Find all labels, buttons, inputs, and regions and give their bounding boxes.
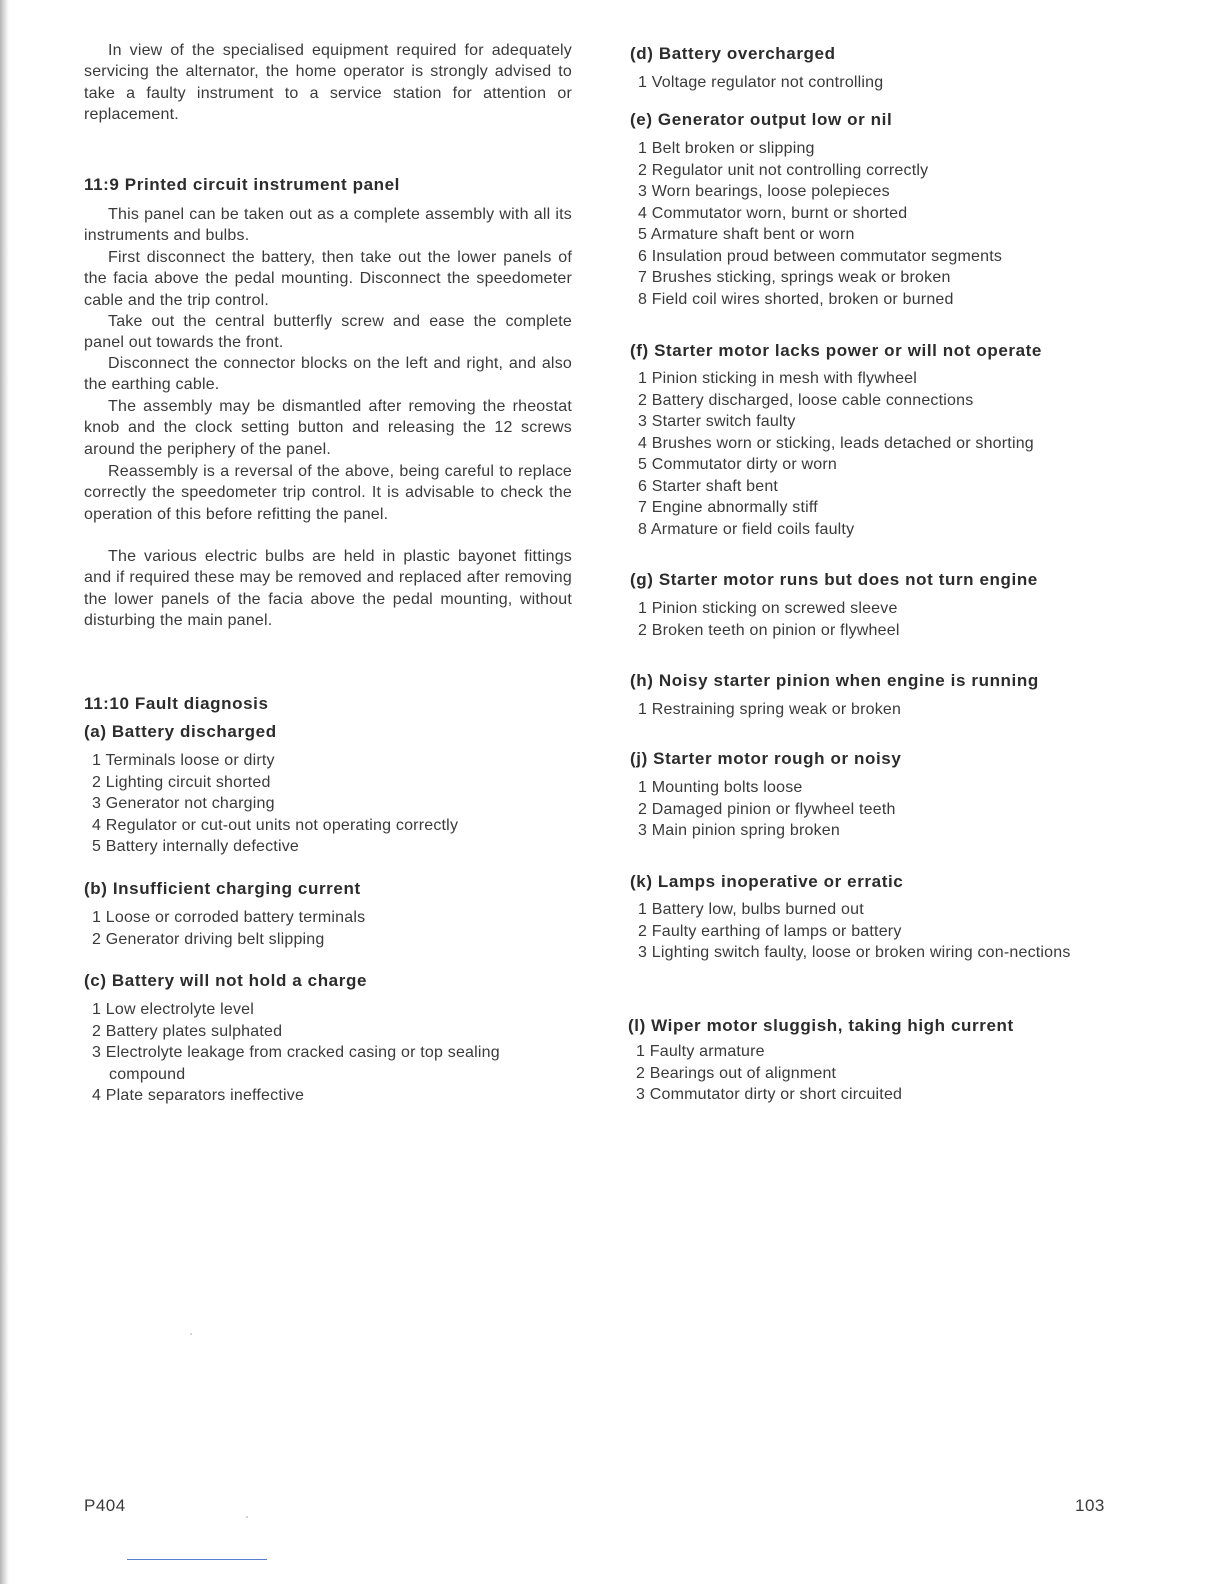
list-item: 3 Generator not charging bbox=[92, 795, 275, 812]
scan-speck bbox=[190, 1333, 192, 1335]
list-item: 1 Battery low, bulbs burned out bbox=[638, 901, 864, 918]
list-item: 3 Main pinion spring broken bbox=[638, 822, 840, 839]
page-binding-edge bbox=[0, 0, 9, 1584]
panel-paragraph-5: The assembly may be dismantled after removing the rheostat knob and the clock setting button and releasing the 12 screws around the periphery of the panel. bbox=[84, 398, 572, 458]
list-item: 4 Commutator worn, burnt or shorted bbox=[638, 204, 908, 222]
list-item: 1 Faulty armature bbox=[636, 1043, 765, 1060]
fault-heading-h: (h) Noisy starter pinion when engine is running bbox=[630, 671, 1039, 690]
list-item: 1 Terminals loose or dirty bbox=[92, 752, 275, 769]
panel-paragraph-3: Take out the central butterfly screw and ease the complete panel out towards the front. bbox=[84, 313, 572, 352]
list-item: 6 Starter shaft bent bbox=[638, 477, 779, 495]
list-item: 5 Armature shaft bent or worn bbox=[638, 226, 855, 243]
fault-list-e bbox=[638, 138, 1002, 310]
intro-paragraph: In view of the specialised equipment required for adequately servicing the alternator, the home operator is strongly advised to take a faulty instrument to a service station for attention or replacement. bbox=[84, 42, 572, 123]
fault-heading-g: (g) Starter motor runs but does not turn engine bbox=[630, 570, 1038, 589]
list-item: 1 Pinion sticking on screwed sleeve bbox=[638, 600, 898, 617]
fault-list-j bbox=[638, 777, 896, 842]
fault-heading-f: (f) Starter motor lacks power or will not operate bbox=[630, 341, 1042, 360]
list-item: 2 Generator driving belt slipping bbox=[92, 930, 325, 948]
footer-rule bbox=[127, 1559, 267, 1560]
list-item: 2 Broken teeth on pinion or flywheel bbox=[638, 621, 900, 639]
fault-list-d bbox=[638, 72, 883, 94]
fault-heading-a: (a) Battery discharged bbox=[84, 722, 277, 741]
list-item: 1 Pinion sticking in mesh with flywheel bbox=[638, 370, 918, 387]
list-item: 2 Lighting circuit shorted bbox=[92, 773, 271, 791]
list-item: 1 Loose or corroded battery terminals bbox=[92, 909, 366, 926]
list-item: 4 Regulator or cut-out units not operating correctly bbox=[92, 816, 459, 834]
fault-heading-d: (d) Battery overcharged bbox=[630, 44, 836, 63]
panel-paragraph-2: First disconnect the battery, then take out the lower panels of the facia above the pedal mounting. Disconnect the speedometer cable and the trip control. bbox=[84, 249, 572, 309]
list-item: 8 Field coil wires shorted, broken or burned bbox=[638, 290, 954, 308]
list-item: 4 Plate separators ineffective bbox=[92, 1087, 305, 1104]
section-heading-11-9: 11:9 Printed circuit instrument panel bbox=[84, 175, 400, 194]
list-item: 2 Battery plates sulphated bbox=[92, 1022, 283, 1040]
list-item: 7 Engine abnormally stiff bbox=[638, 499, 818, 516]
footer-model-code: P404 bbox=[84, 1496, 126, 1515]
fault-list-b bbox=[92, 907, 365, 950]
list-item: 2 Damaged pinion or flywheel teeth bbox=[638, 800, 896, 818]
list-item: 5 Battery internally defective bbox=[92, 838, 299, 855]
list-item: 8 Armature or field coils faulty bbox=[638, 520, 855, 538]
list-item: 1 Voltage regulator not controlling bbox=[638, 74, 884, 91]
list-item: 3 Commutator dirty or short circuited bbox=[636, 1086, 903, 1103]
list-item: 4 Brushes worn or sticking, leads detached or shorting bbox=[638, 434, 1034, 452]
panel-paragraph-4: Disconnect the connector blocks on the left and right, and also the earthing cable. bbox=[84, 355, 572, 394]
fault-heading-j: (j) Starter motor rough or noisy bbox=[630, 749, 902, 768]
section-heading-11-10: 11:10 Fault diagnosis bbox=[84, 694, 269, 713]
list-item: 6 Insulation proud between commutator segments bbox=[638, 247, 1003, 265]
fault-list-h bbox=[638, 699, 901, 721]
list-item: 3 Worn bearings, loose polepieces bbox=[638, 183, 890, 200]
fault-list-k bbox=[638, 899, 1112, 964]
list-item: 5 Commutator dirty or worn bbox=[638, 456, 838, 473]
fault-list-a bbox=[92, 750, 458, 858]
list-item: 7 Brushes sticking, springs weak or broken bbox=[638, 269, 951, 286]
fault-heading-c: (c) Battery will not hold a charge bbox=[84, 971, 367, 990]
panel-paragraph-1: This panel can be taken out as a complete assembly with all its instruments and bulbs. bbox=[84, 206, 572, 245]
fault-list-l bbox=[636, 1041, 902, 1106]
fault-heading-k: (k) Lamps inoperative or erratic bbox=[630, 872, 904, 891]
fault-heading-l: (l) Wiper motor sluggish, taking high current bbox=[628, 1016, 1014, 1035]
list-item: 3 Lighting switch faulty, loose or broken wiring con-nections bbox=[638, 944, 1071, 961]
list-item: 1 Restraining spring weak or broken bbox=[638, 701, 902, 718]
footer-page-number: 103 bbox=[1075, 1496, 1105, 1515]
list-item: 1 Mounting bolts loose bbox=[638, 779, 803, 796]
fault-list-f bbox=[638, 368, 1034, 540]
list-item: 1 Belt broken or slipping bbox=[638, 140, 815, 157]
list-item: 1 Low electrolyte level bbox=[92, 1001, 255, 1018]
list-item: 3 Starter switch faulty bbox=[638, 413, 796, 430]
panel-paragraph-6: Reassembly is a reversal of the above, being careful to replace correctly the speedometer trip control. It is advisable to check the operation of this before refitting the panel. bbox=[84, 463, 572, 523]
fault-heading-b: (b) Insufficient charging current bbox=[84, 879, 361, 898]
fault-list-g bbox=[638, 598, 900, 641]
list-item: 2 Faulty earthing of lamps or battery bbox=[638, 922, 902, 940]
fault-heading-e: (e) Generator output low or nil bbox=[630, 110, 893, 129]
scan-speck bbox=[246, 1516, 248, 1518]
fault-list-c bbox=[92, 999, 572, 1107]
list-item: 3 Electrolyte leakage from cracked casing or top sealing compound bbox=[92, 1044, 500, 1083]
list-item: 2 Regulator unit not controlling correctly bbox=[638, 161, 929, 179]
list-item: 2 Bearings out of alignment bbox=[636, 1064, 837, 1082]
panel-paragraph-7: The various electric bulbs are held in plastic bayonet fittings and if required these may be removed and replaced after removing the lower panels of the facia above the pedal mounting, without disturbing the main panel. bbox=[84, 548, 572, 629]
list-item: 2 Battery discharged, loose cable connections bbox=[638, 391, 974, 409]
